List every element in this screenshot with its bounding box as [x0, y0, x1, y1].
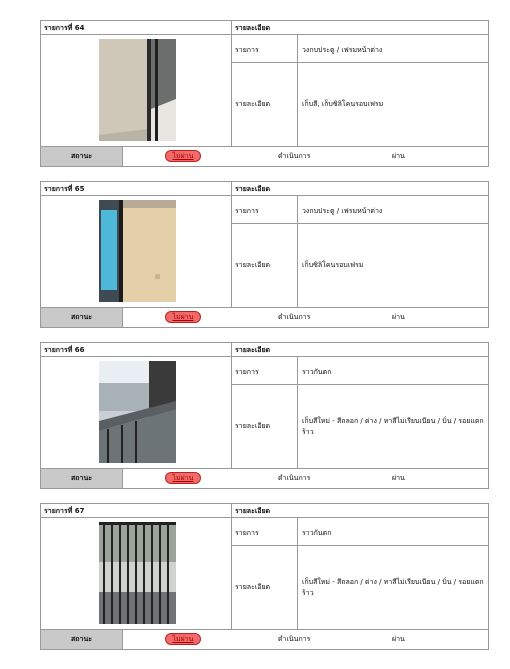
- item-number: รายการที่ 66: [40, 342, 232, 357]
- details-header: รายละเอียด: [232, 342, 489, 357]
- photo-cell: [40, 35, 232, 147]
- status-label: สถานะ: [41, 630, 123, 649]
- inspection-card-65: [40, 181, 489, 330]
- detail-value-cell: [298, 385, 489, 469]
- item-label: รายการ: [232, 35, 298, 63]
- item-value: ราวกันตก: [298, 518, 489, 546]
- status-label: สถานะ: [41, 147, 123, 166]
- status-pass-option[interactable]: ผ่าน: [392, 152, 405, 160]
- status-row: [40, 308, 489, 328]
- detail-value: เก็บสี, เก็บซิลิโคนรอบเฟรม: [302, 100, 384, 108]
- details-header: รายละเอียด: [232, 503, 489, 518]
- item-value: วงกบประตู / เฟรมหน้าต่าง: [298, 35, 489, 63]
- status-row: [40, 630, 489, 650]
- item-value: วงกบประตู / เฟรมหน้าต่าง: [298, 196, 489, 224]
- status-fail-badge[interactable]: ไม่ผ่าน: [165, 472, 201, 484]
- status-label: สถานะ: [41, 469, 123, 488]
- inspection-card-64: [40, 20, 489, 169]
- status-pass-option[interactable]: ผ่าน: [392, 635, 405, 643]
- photo-cell: [40, 357, 232, 469]
- inspection-photo: [99, 522, 176, 624]
- detail-value: เก็บสีใหม่ - สีถลอก / ด่าง / ทาสีไม่เรียบเนียน / บิ่น / รอยแตกร้าว: [302, 416, 484, 436]
- details-header: รายละเอียด: [232, 20, 489, 35]
- status-row: [40, 147, 489, 167]
- item-label: รายการ: [232, 196, 298, 224]
- inspection-photo: [99, 39, 176, 141]
- status-fail-badge[interactable]: ไม่ผ่าน: [165, 150, 201, 162]
- detail-value-cell: [298, 546, 489, 630]
- status-pass-option[interactable]: ผ่าน: [392, 474, 405, 482]
- photo-cell: [40, 196, 232, 308]
- status-in-progress-option[interactable]: ดำเนินการ: [278, 635, 311, 643]
- detail-label: รายละเอียด: [232, 224, 298, 308]
- item-number: รายการที่ 65: [40, 181, 232, 196]
- detail-value: เก็บสีใหม่ - สีถลอก / ด่าง / ทาสีไม่เรียบเนียน / บิ่น / รอยแตกร้าว: [302, 577, 484, 597]
- inspection-card-67: [40, 503, 489, 652]
- status-in-progress-option[interactable]: ดำเนินการ: [278, 313, 311, 321]
- item-number: รายการที่ 64: [40, 20, 232, 35]
- inspection-photo: [99, 200, 176, 302]
- detail-value-cell: [298, 224, 489, 308]
- detail-value: เก็บซิลิโคนรอบเฟรม: [302, 261, 364, 269]
- inspection-card-66: [40, 342, 489, 491]
- item-value: ราวกันตก: [298, 357, 489, 385]
- detail-label: รายละเอียด: [232, 63, 298, 147]
- status-fail-badge[interactable]: ไม่ผ่าน: [165, 311, 201, 323]
- detail-label: รายละเอียด: [232, 385, 298, 469]
- detail-value-cell: [298, 63, 489, 147]
- status-row: [40, 469, 489, 489]
- status-in-progress-option[interactable]: ดำเนินการ: [278, 474, 311, 482]
- status-fail-badge[interactable]: ไม่ผ่าน: [165, 633, 201, 645]
- detail-label: รายละเอียด: [232, 546, 298, 630]
- item-number: รายการที่ 67: [40, 503, 232, 518]
- inspection-photo: [99, 361, 176, 463]
- status-in-progress-option[interactable]: ดำเนินการ: [278, 152, 311, 160]
- details-header: รายละเอียด: [232, 181, 489, 196]
- status-pass-option[interactable]: ผ่าน: [392, 313, 405, 321]
- item-label: รายการ: [232, 518, 298, 546]
- status-label: สถานะ: [41, 308, 123, 327]
- photo-cell: [40, 518, 232, 630]
- item-label: รายการ: [232, 357, 298, 385]
